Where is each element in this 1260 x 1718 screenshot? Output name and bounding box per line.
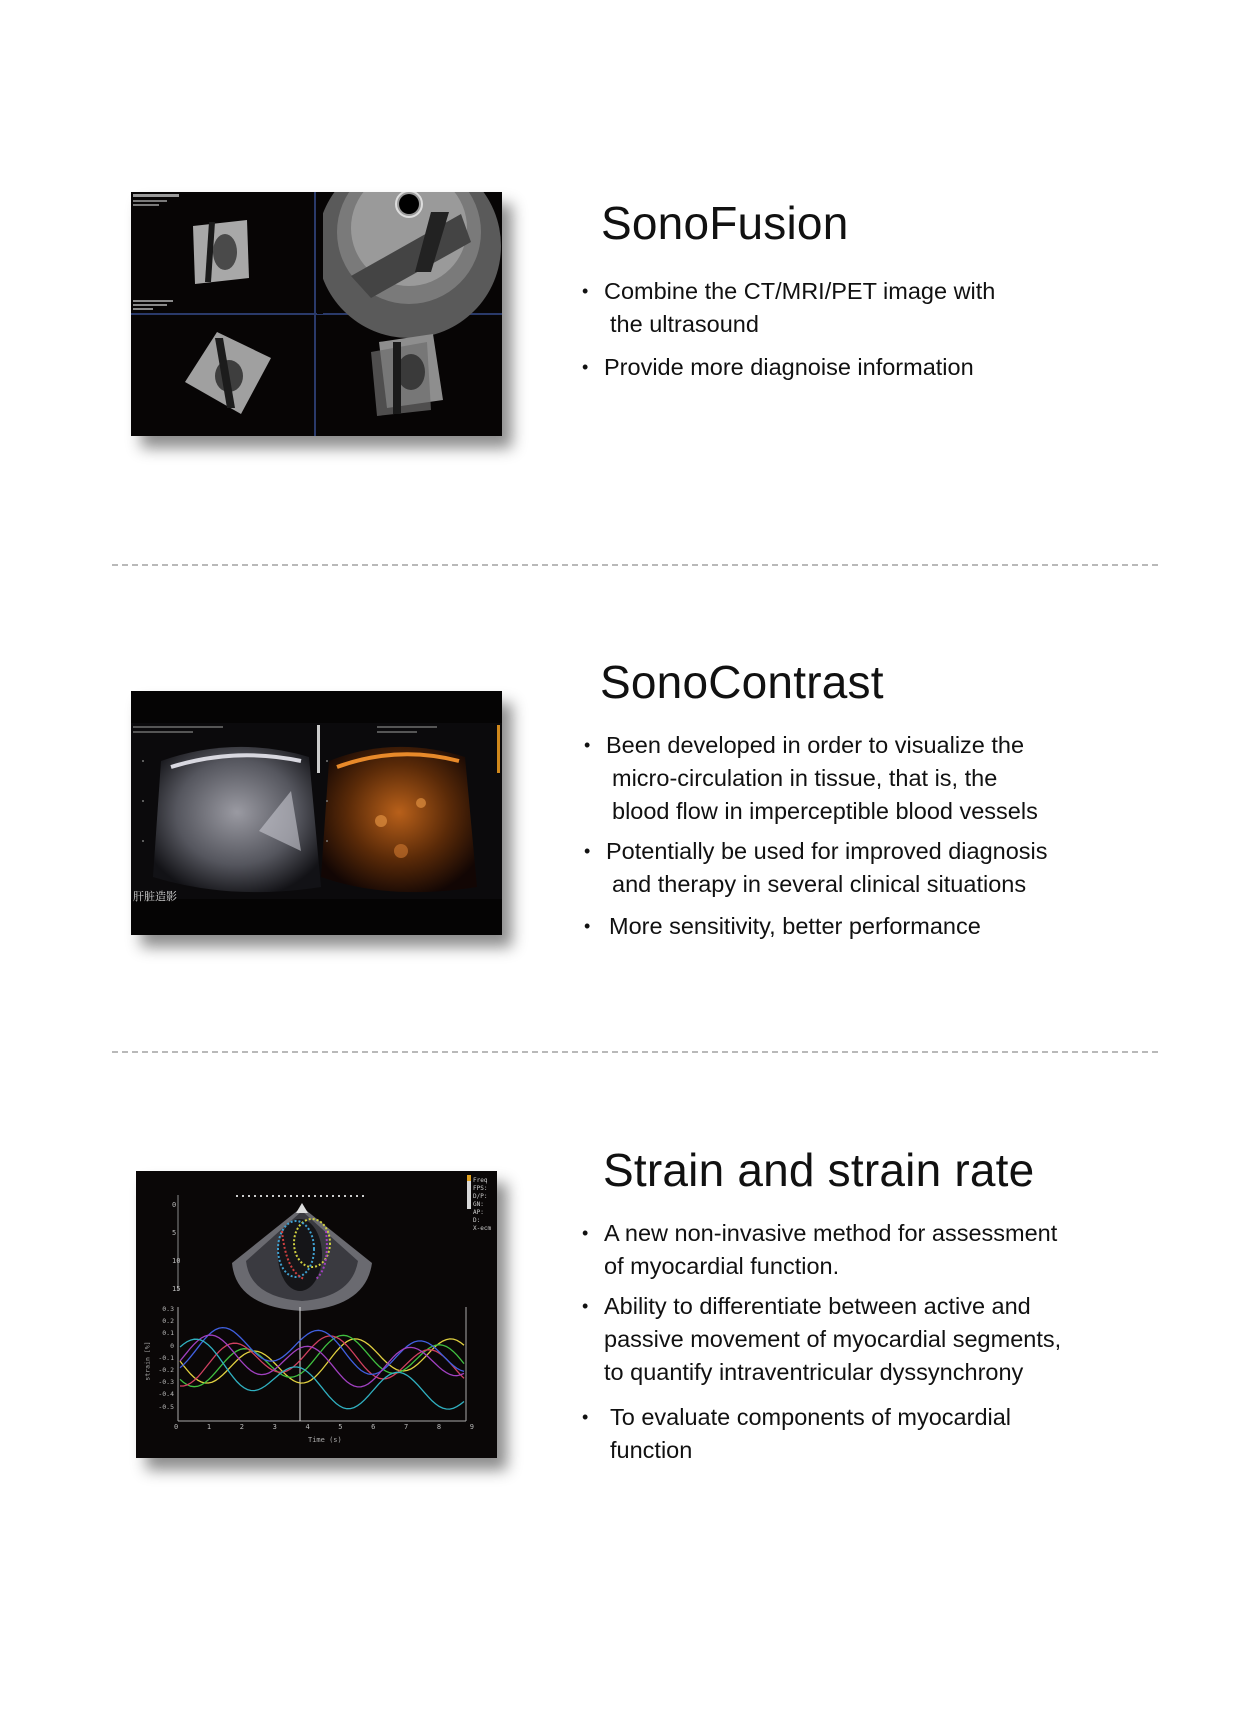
- bullet-item: • To evaluate components of myocardial function: [582, 1401, 1061, 1467]
- x-tick-label: 4: [305, 1423, 310, 1431]
- panel-label: Freq: [473, 1177, 488, 1184]
- panel-labels: [473, 1177, 491, 1233]
- y-tick-label: -0.2: [158, 1366, 174, 1375]
- sonofusion-bullets: [582, 275, 995, 394]
- sonocontrast-image: [131, 691, 502, 935]
- sonofusion-image: [131, 192, 502, 436]
- x-tick-label: 6: [371, 1423, 376, 1431]
- depth-tick-label: 0: [172, 1201, 177, 1209]
- y-tick-label: 0.1: [162, 1329, 174, 1338]
- bullet-item: • A new non-invasive method for assessment of myocardial function.: [582, 1217, 1061, 1283]
- y-tick-label: -0.5: [158, 1402, 174, 1411]
- depth-tick-labels: [172, 1191, 180, 1303]
- y-tick-label: 0.3: [162, 1305, 174, 1313]
- x-axis-label: Time (s): [308, 1436, 342, 1444]
- x-tick-label: 0: [174, 1423, 179, 1431]
- x-tick-label: 9: [469, 1423, 474, 1431]
- bullet-item: • Been developed in order to visualize the micro-circulation in tissue, that is, the blood flow in imperceptible blood vessels: [584, 729, 1048, 828]
- section-title-strain: Strain and strain rate: [603, 1144, 1035, 1196]
- x-tick-labels: [174, 1423, 474, 1431]
- y-tick-label: 0.2: [162, 1317, 174, 1326]
- x-tick-label: 2: [239, 1423, 244, 1431]
- panel-label: X-ecm: [473, 1225, 492, 1232]
- bullet-item: • Provide more diagnoise information: [582, 351, 995, 384]
- panel-label: GN:: [473, 1201, 484, 1208]
- bullet-item: • Potentially be used for improved diagnosis and therapy in several clinical situations: [584, 835, 1048, 901]
- y-tick-labels: [156, 1303, 174, 1413]
- section-divider: [112, 1051, 1158, 1053]
- depth-tick-label: 5: [172, 1229, 177, 1237]
- panel-label: AP:: [473, 1209, 484, 1216]
- y-tick-label: -0.3: [158, 1378, 174, 1387]
- x-tick-label: 1: [206, 1423, 212, 1431]
- section-divider: [112, 564, 1158, 566]
- panel-label: D:: [473, 1217, 481, 1224]
- strain-bullets: [582, 1217, 1061, 1477]
- depth-tick-label: 10: [172, 1257, 181, 1265]
- x-tick-label: 8: [436, 1423, 442, 1431]
- strain-image: [136, 1171, 497, 1458]
- y-tick-label: 0: [170, 1341, 174, 1350]
- bullet-item: • More sensitivity, better performance: [584, 910, 1048, 943]
- x-tick-label: 3: [272, 1423, 277, 1431]
- depth-tick-label: 15: [172, 1285, 181, 1293]
- section-title-sonocontrast: SonoContrast: [600, 656, 884, 708]
- sonocontrast-bullets: [584, 729, 1048, 953]
- x-tick-label: 7: [404, 1423, 409, 1431]
- image-caption: 肝脏造影: [133, 890, 177, 903]
- bullet-item: • Ability to differentiate between active and passive movement of myocardial segments, to quantify intraventricular dyssynchrony: [582, 1290, 1061, 1389]
- section-title-sonofusion: SonoFusion: [601, 197, 849, 249]
- x-tick-label: 5: [338, 1423, 343, 1431]
- panel-label: D/P:: [473, 1193, 488, 1200]
- y-axis-label: strain [%]: [143, 1341, 152, 1381]
- panel-label: FPS:: [473, 1185, 488, 1192]
- bullet-item: • Combine the CT/MRI/PET image with the ultrasound: [582, 275, 995, 341]
- y-tick-label: -0.1: [158, 1353, 174, 1362]
- y-tick-label: -0.4: [158, 1390, 174, 1399]
